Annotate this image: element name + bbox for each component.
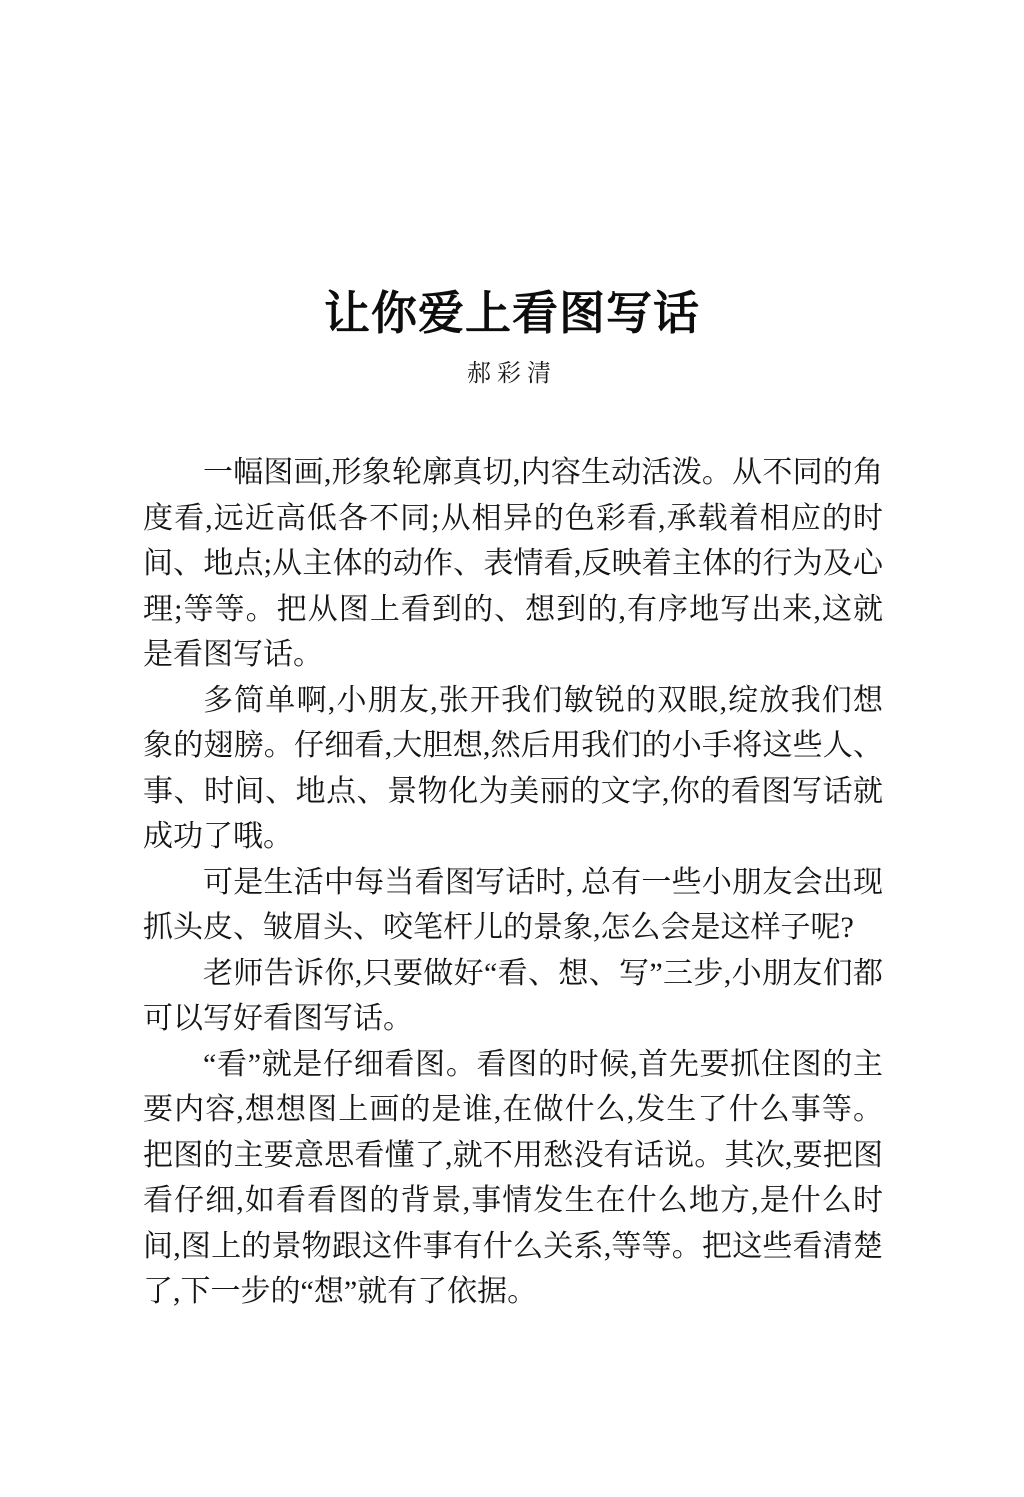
author-name: 郝彩清	[467, 361, 557, 387]
paragraph-4: 老师告诉你,只要做好“看、想、写”三步,小朋友们都可以写好看图写话。	[143, 956, 883, 1035]
body-text	[0, 450, 1024, 1315]
paragraph-5: “看”就是仔细看图。看图的时候,首先要抓住图的主要内容,想想图上画的是谁,在做什么,发生了什么事等。把图的主要意思看懂了,就不用愁没有话说。其次,要把图看仔细,如看看图的背景,事情发生在什么地方,是什么时间,图上的景物跟这件事有什么关系,等等。把这些看清楚了,下一步的“想”就有了依据。	[143, 1047, 883, 1308]
paragraph-3: 可是生活中每当看图写话时, 总有一些小朋友会出现抓头皮、皱眉头、咬笔杆儿的景象,怎么会是这样子呢?	[143, 865, 883, 944]
paragraph-1: 一幅图画,形象轮廓真切,内容生动活泼。从不同的角度看,远近高低各不同;从相异的色彩看,承载着相应的时间、地点;从主体的动作、表情看,反映着主体的行为及心理;等等。把从图上看到的、想到的,有序地写出来,这就是看图写话。	[143, 456, 883, 671]
page-title: 让你爱上看图写话	[324, 288, 700, 339]
paragraph-2: 多简单啊,小朋友,张开我们敏锐的双眼,绽放我们想象的翅膀。仔细看,大胆想,然后用我们的小手将这些人、事、时间、地点、景物化为美丽的文字,你的看图写话就成功了哦。	[143, 683, 883, 853]
